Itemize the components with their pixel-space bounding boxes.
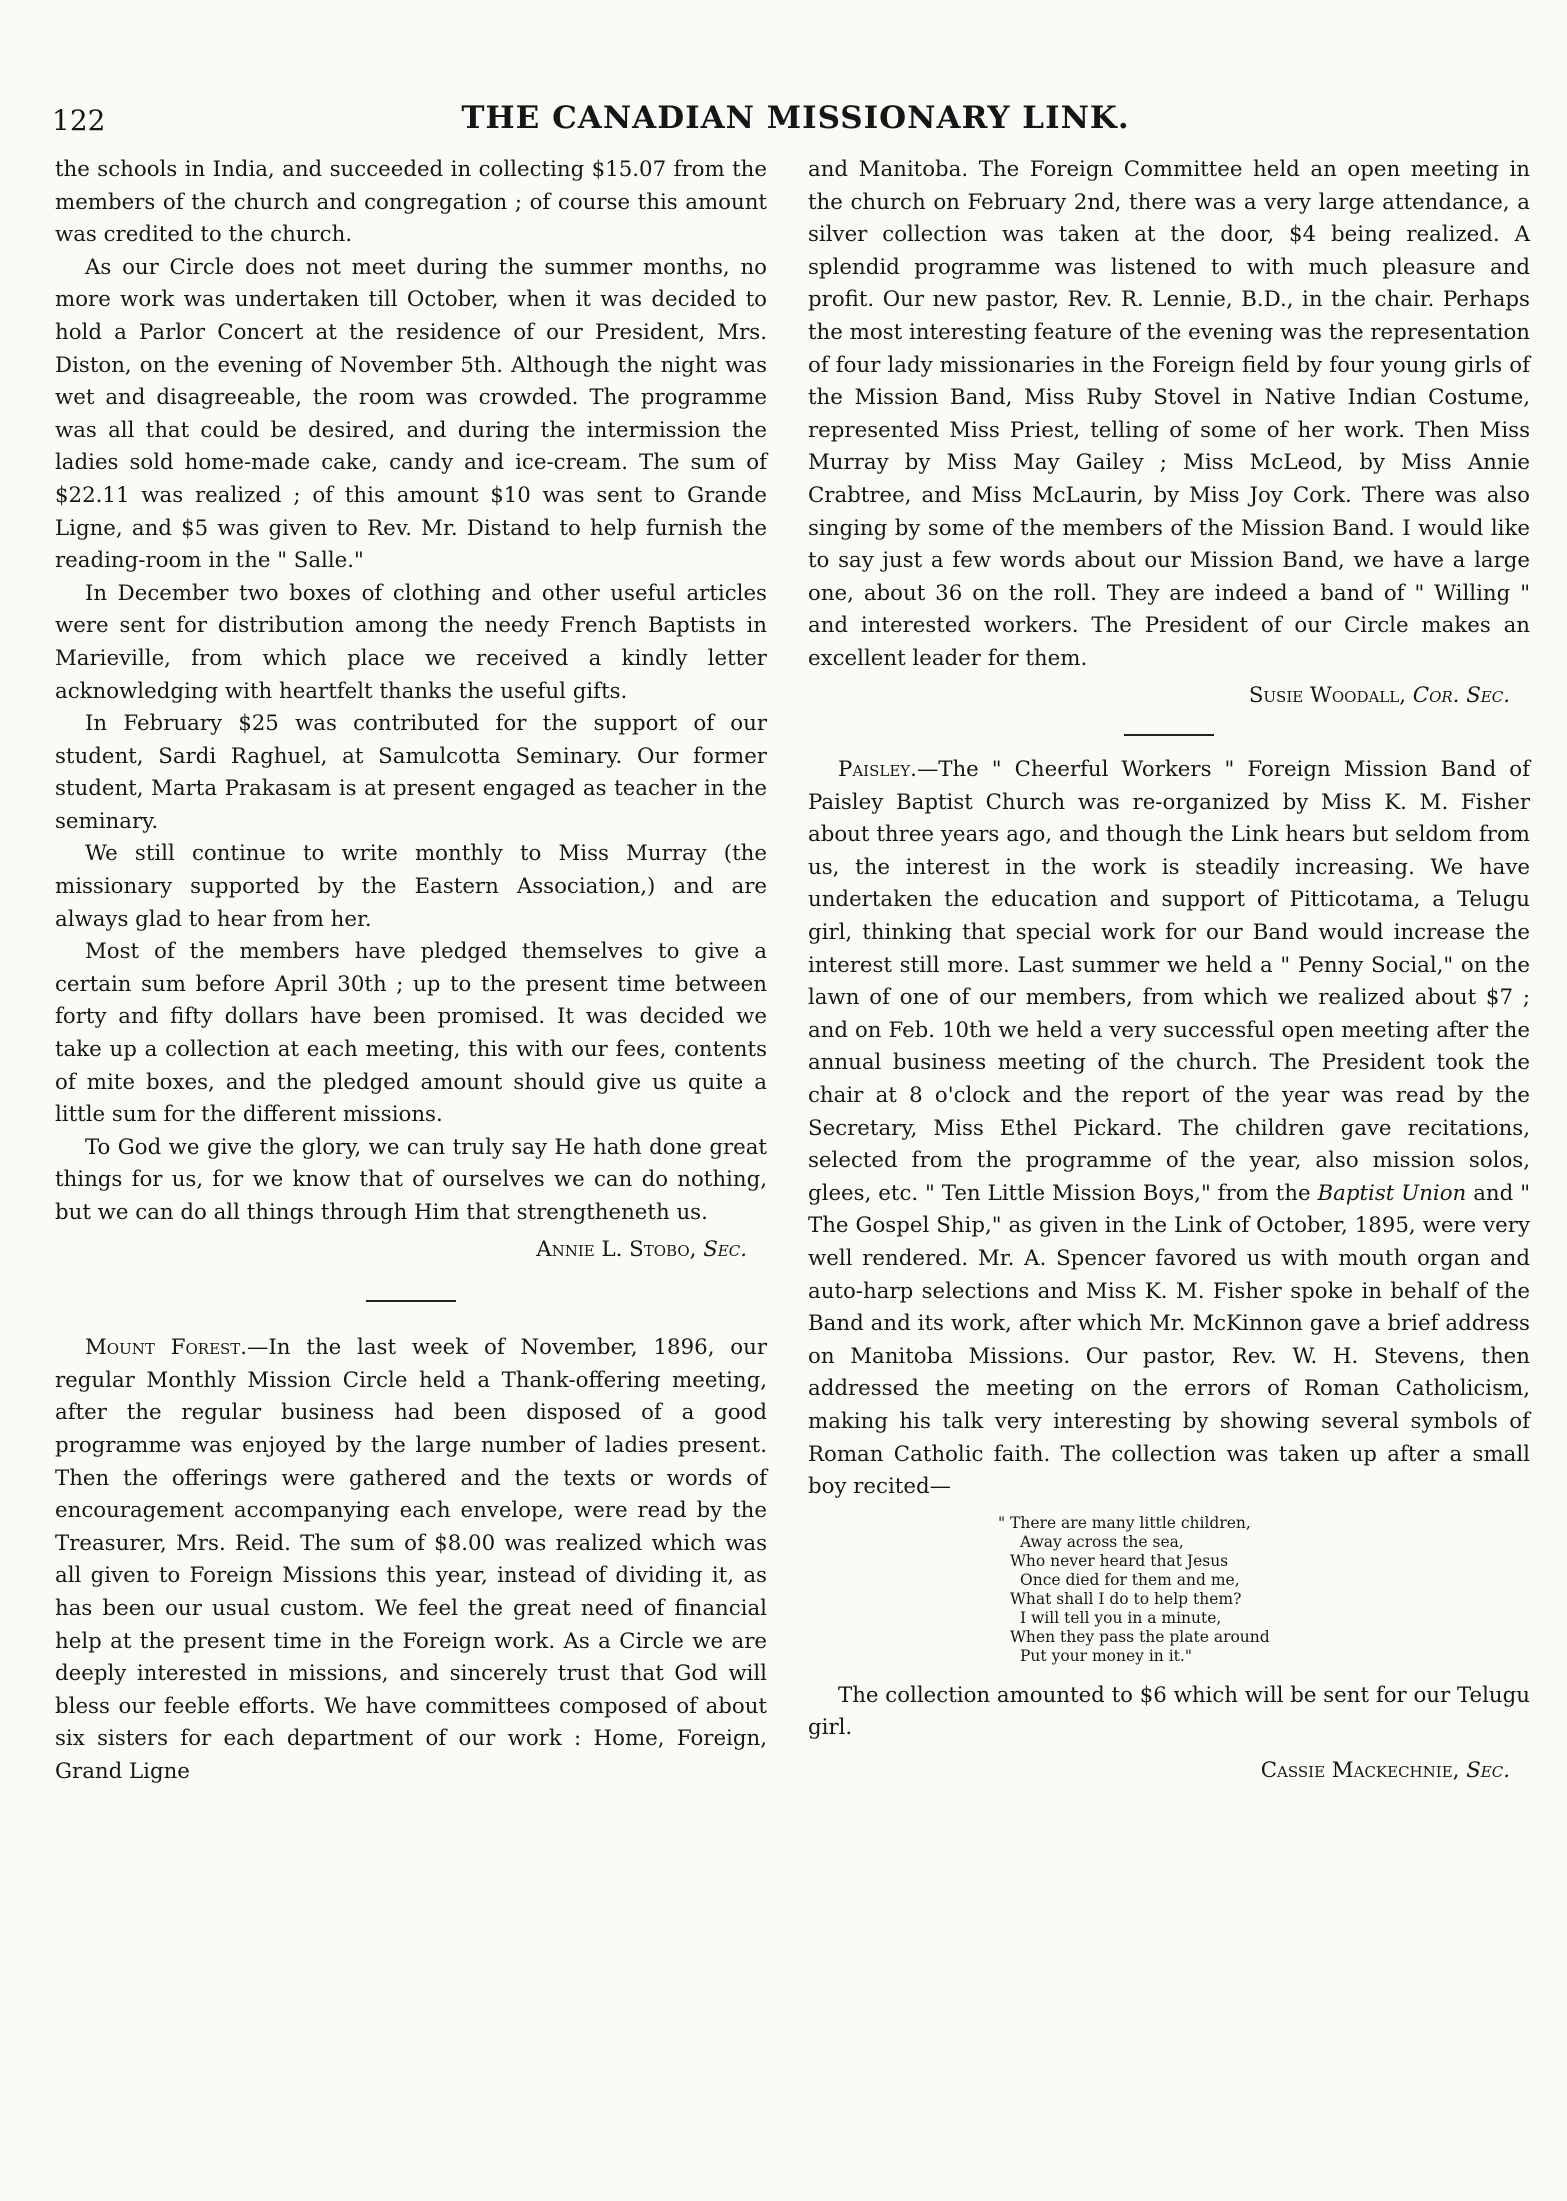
- section-lead: Mount Forest.: [85, 1335, 248, 1361]
- running-title: THE CANADIAN MISSIONARY LINK.: [461, 100, 1130, 136]
- paragraph: In December two boxes of clothing and other useful articles were sent for distribution among the needy French Baptists in Marieville, from which place we received a kindly letter acknowledging with heartfelt thanks the useful gifts.: [55, 580, 767, 704]
- page-header: [52, 100, 1539, 142]
- poem-line: " There are many little children,: [998, 1513, 1251, 1532]
- signature: [808, 1755, 1530, 1788]
- left-column: [55, 154, 767, 1789]
- poem-line: Away across the sea,: [1020, 1532, 1184, 1551]
- paragraph: In February $25 was contributed for the support of our student, Sardi Raghuel, at Samulcotta Seminary. Our former student, Marta Prakasam is at present engaged as teacher in the seminary.: [55, 711, 767, 834]
- paragraph: The collection amounted to $6 which will be sent for our Telugu girl.: [808, 1682, 1530, 1741]
- paragraph: and Manitoba. The Foreign Committee held an open meeting in the church on February 2nd, there was a very large attendance, a silver collection was taken at the door, $4 being realized. A splendid programme was listened to with much pleasure and profit. Our new pastor, Rev. R. Lennie, B.D., in the chair. Perhaps the most interesting feature of the evening was the representation of four lady missionaries in the Foreign field by four young girls of the Mission Band, Miss Ruby Stovel in Native Indian Costume, represented Miss Priest, telling of some of her work. Then Miss Murray by Miss May Gailey ; Miss McLeod, by Miss Annie Crabtree, and Miss McLaurin, by Miss Joy Cork. There was also singing by some of the members of the Mission Band. I would like to say just a few words about our Mission Band, we have a large one, about 36 on the roll. They are indeed a band of " Willing " and interested workers. The President of our Circle makes an excellent leader for them.: [808, 157, 1530, 671]
- signature-role: Sec.: [1466, 1757, 1510, 1783]
- paragraph: To God we give the glory, we can truly say He hath done great things for us, for we know that of ourselves we can do nothing, but we can do all things through Him that strengtheneth us.: [55, 1134, 767, 1225]
- poem-line: Once died for them and me,: [1020, 1570, 1240, 1589]
- paragraph-text: —The " Cheerful Workers " Foreign Mission Band of Paisley Baptist Church was re-organized by Miss K. M. Fisher about three years ago, and though the Link hears but seldom from us, the interest in the work is steadily increasing. We have undertaken the education and support of Pitticotama, a Telugu girl, thinking that special work for our Band would increase the interest still more. Last summer we held a " Penny Social," on the lawn of one of our members, from which we realized about $7 ; and on Feb. 10th we held a very successful open meeting after the annual business meeting of the church. The President took the chair at 8 o'clock and the report of the year was read by the Secretary, Miss Ethel Pickard. The children gave recitations, selected from the programme of the year, also mission solos, glees, etc. " Ten Little Mission Boys," from the: [808, 757, 1530, 1206]
- signature: [55, 1234, 767, 1267]
- poem: [998, 1514, 1530, 1666]
- signature-name: Cassie Mackechnie,: [1260, 1757, 1460, 1783]
- paragraph: Most of the members have pledged themselves to give a certain sum before April 30th ; up to the present time between forty and fifty dollars have been promised. It was decided we take up a collection at each meeting, this with our fees, contents of mite boxes, and the pledged amount should give us quite a little sum for the different missions.: [55, 939, 767, 1128]
- paragraph: We still continue to write monthly to Miss Murray (the missionary supported by the Eastern Association,) and are always glad to hear from her.: [55, 841, 767, 932]
- paragraph-text: —In the last week of November, 1896, our regular Monthly Mission Circle held a Thank-offering meeting, after the regular business had been disposed of a good programme was enjoyed by the large number of ladies present. Then the offerings were gathered and the texts or words of encouragement accompanying each envelope, were read by the Treasurer, Mrs. Reid. The sum of $8.00 was realized which was all given to Foreign Missions this year, instead of dividing it, as has been our usual custom. We feel the great need of financial help at the present time in the Foreign work. As a Circle we are deeply interested in missions, and sincerely trust that God will bless our feeble efforts. We have committees composed of about six sisters for each department of our work : Home, Foreign, Grand Ligne: [55, 1335, 767, 1784]
- section-divider: [1124, 734, 1214, 736]
- paragraph: As our Circle does not meet during the summer months, no more work was undertaken till October, when it was decided to hold a Parlor Concert at the residence of our President, Mrs. Diston, on the evening of November 5th. Although the night was wet and disagreeable, the room was crowded. The programme was all that could be desired, and during the intermission the ladies sold home-made cake, candy and ice-cream. The sum of $22.11 was realized ; of this amount $10 was sent to Grande Ligne, and $5 was given to Rev. Mr. Distand to help furnish the reading-room in the " Salle.": [55, 254, 767, 574]
- paragraph: the schools in India, and succeeded in collecting $15.07 from the members of the church and congregation ; of course this amount was credited to the church.: [55, 157, 767, 248]
- poem-line: When they pass the plate around: [1010, 1627, 1270, 1646]
- page-number: 122: [52, 104, 106, 137]
- paragraph-text: and " The Gospel Ship," as given in the Link of October, 1895, were very well rendered. Mr. A. Spencer favored us with mouth organ and auto-harp selections and Miss K. M. Fisher spoke in behalf of the Band and its work, after which Mr. McKinnon gave a brief address on Manitoba Missions. Our pastor, Rev. W. H. Stevens, then addressed the meeting on the errors of Roman Catholicism, making his talk very interesting by showing several symbols of Roman Catholic faith. The collection was taken up after a small boy recited—: [808, 1180, 1530, 1500]
- section-lead: Paisley.: [838, 757, 917, 783]
- signature-role: Cor. Sec.: [1412, 682, 1510, 708]
- paragraph: [808, 754, 1530, 1504]
- poem-line: I will tell you in a minute,: [1020, 1608, 1222, 1627]
- signature-role: Sec.: [703, 1236, 747, 1262]
- poem-line: What shall I do to help them?: [1010, 1589, 1242, 1608]
- signature-name: Annie L. Stobo,: [536, 1236, 697, 1262]
- section-divider: [366, 1300, 456, 1302]
- signature-name: Susie Woodall,: [1248, 682, 1406, 708]
- poem-line: Put your money in it.": [1020, 1646, 1192, 1665]
- poem-line: Who never heard that Jesus: [1010, 1551, 1229, 1570]
- signature: [808, 680, 1530, 713]
- publication-title: Baptist Union: [1317, 1180, 1467, 1206]
- paragraph: [55, 1332, 767, 1788]
- right-column: [808, 154, 1530, 1788]
